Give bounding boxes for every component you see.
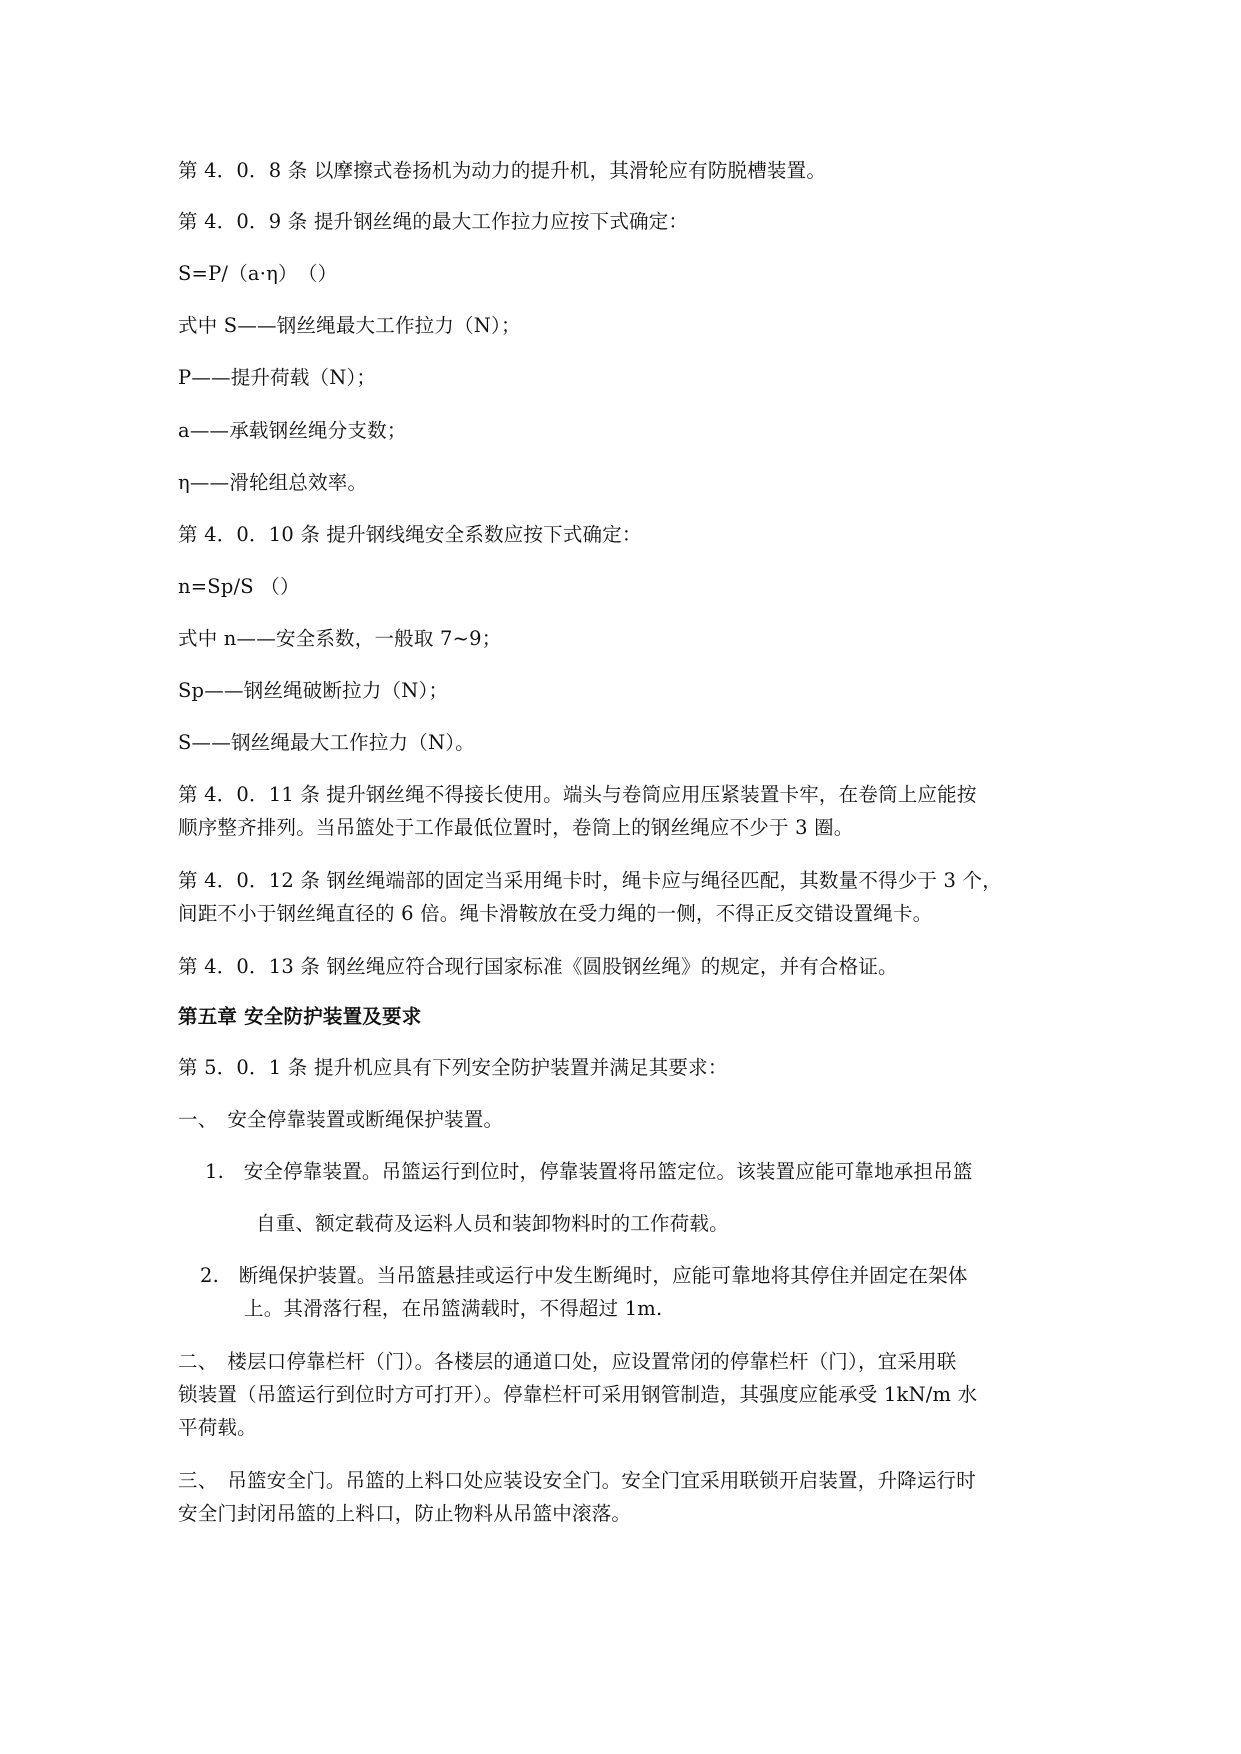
list-item: 三、 吊篮安全门。吊篮的上料口处应装设安全门。安全门宜采用联锁开启装置，升降运行时 [178,1469,976,1492]
text-line: 式中 n——安全系数，一般取 7~9； [178,627,502,650]
text-line: 自重、额定载荷及运料人员和装卸物料时的工作荷载。 [256,1212,729,1235]
text-line: η——滑轮组总效率。 [178,471,368,494]
text-line: a——承载钢丝绳分支数； [178,419,407,442]
text-line: 安全门封闭吊篮的上料口，防止物料从吊篮中滚落。 [178,1502,632,1525]
list-item: 2. 断绳保护装置。当吊篮悬挂或运行中发生断绳时，应能可靠地将其停住并固定在架体 [200,1264,968,1287]
text-line: S——钢丝绳最大工作拉力（N）。 [178,731,475,754]
text-line: P——提升荷载（N）； [178,366,377,389]
text-line: 第 4．0．8 条 以摩擦式卷扬机为动力的提升机，其滑轮应有防脱槽装置。 [178,159,827,182]
list-item: 1. 安全停靠装置。吊篮运行到位时，停靠装置将吊篮定位。该装置应能可靠地承担吊篮 [205,1160,973,1183]
text-line: 第 4．0．12 条 钢丝绳端部的固定当采用绳卡时，绳卡应与绳径匹配，其数量不得少于 3 个， [178,869,1002,892]
list-item: 二、 楼层口停靠栏杆（门）。各楼层的通道口处，应设置常闭的停靠栏杆（门），宜采用联 [178,1350,957,1373]
formula-line: S=P/（a·η） （） [178,262,338,285]
text-line: 上。其滑落行程，在吊篮满载时，不得超过 1m. [244,1297,663,1320]
formula-line: n=Sp/S （） [178,575,300,598]
text-line: Sp——钢丝绳破断拉力（N）； [178,679,449,702]
text-line: 平荷载。 [178,1416,257,1439]
text-line: 顺序整齐排列。当吊篮处于工作最低位置时，卷筒上的钢丝绳应不少于 3 圈。 [178,816,854,839]
list-item: 一、 安全停靠装置或断绳保护装置。 [178,1108,504,1131]
text-line: 第 4．0．10 条 提升钢线绳安全系数应按下式确定： [178,523,642,546]
text-line: 第 5．0．1 条 提升机应具有下列安全防护装置并满足其要求： [178,1056,728,1079]
chapter-heading: 第五章 安全防护装置及要求 [178,1005,422,1028]
text-line: 式中 S——钢丝绳最大工作拉力（N）； [178,314,521,337]
text-line: 第 4．0．11 条 提升钢丝绳不得接长使用。端头与卷筒应用压紧装置卡牢，在卷筒上应能按 [178,783,977,806]
text-line: 第 4．0．9 条 提升钢丝绳的最大工作拉力应按下式确定： [178,210,689,233]
text-line: 间距不小于钢丝绳直径的 6 倍。绳卡滑鞍放在受力绳的一侧，不得正反交错设置绳卡。 [178,902,933,925]
text-line: 锁装置（吊篮运行到位时方可打开）。停靠栏杆可采用钢管制造，其强度应能承受 1kN/m 水 [178,1383,978,1406]
text-line: 第 4．0．13 条 钢丝绳应符合现行国家标准《圆股钢丝绳》的规定，并有合格证。 [178,955,898,978]
